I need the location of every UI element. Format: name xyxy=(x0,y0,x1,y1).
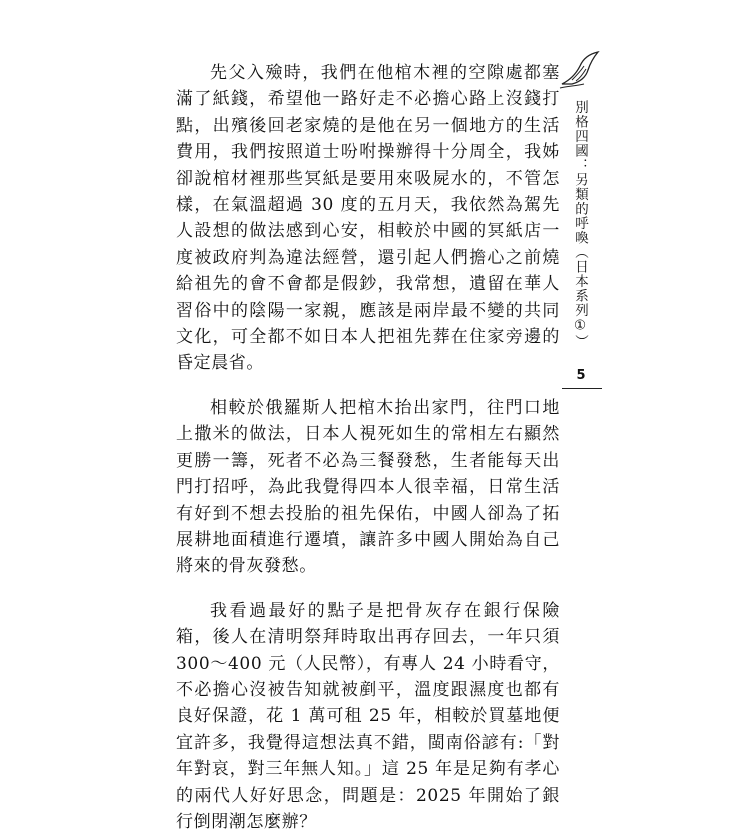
paragraph-3: 我看過最好的點子是把骨灰存在銀行保險箱，後人在清明祭拜時取出再存回去，一年只須 300～400 元（人民幣），有專人 24 小時看守，不必擔心沒被告知就被剷平，溫度跟濕度也都有良好保證，花 1 萬可租 25 年，相較於買墓地便宜許多，我覺得這想法真不錯，閩南俗諺有:「對年對哀，對三年無人知。」這 25 年是足夠有孝心的兩代人好好思念，問題是：2025 年開始了銀行倒閉潮怎麼辦？ xyxy=(176,600,560,832)
bird-icon xyxy=(558,50,602,92)
paragraph-1: 先父入殮時，我們在他棺木裡的空隙處都塞滿了紙錢，希望他一路好走不必擔心路上沒錢打點，出殯後回老家燒的是他在另一個地方的生活費用，我們按照道士吩咐操辦得十分周全，我姊卻說棺材裡那些冥紙是要用來吸屍水的，不管怎樣，在氣溫超過 30 度的五月天，我依然為駕先人設想的做法感到心安，相較於中國的冥紙店一度被政府判為違法經營，還引起人們擔心之前燒給祖先的會不會都是假鈔，我常想，遺留在華人習俗中的陰陽一家親，應該是兩岸最不變的共同文化，可全都不如日本人把祖先葬在住家旁邊的昏定晨省。 xyxy=(176,63,560,374)
page-number: 5 xyxy=(576,368,586,383)
page-number-rule xyxy=(562,388,602,389)
paragraph-2: 相較於俄羅斯人把棺木抬出家門，往門口地上撒米的做法，日本人視死如生的常相左右顯然更勝一籌，死者不必為三餐發愁，生者能每天出門打招呼，為此我覺得四本人很幸福，日常生活有好到不想去投胎的祖先保佑，中國人卻為了拓展耕地面積進行遷墳，讓許多中國人開始為自己將來的骨灰發愁。 xyxy=(176,397,560,577)
body-text xyxy=(176,60,560,835)
running-title: 別格四國：另類的呼喚（日本系列①） xyxy=(572,100,588,349)
